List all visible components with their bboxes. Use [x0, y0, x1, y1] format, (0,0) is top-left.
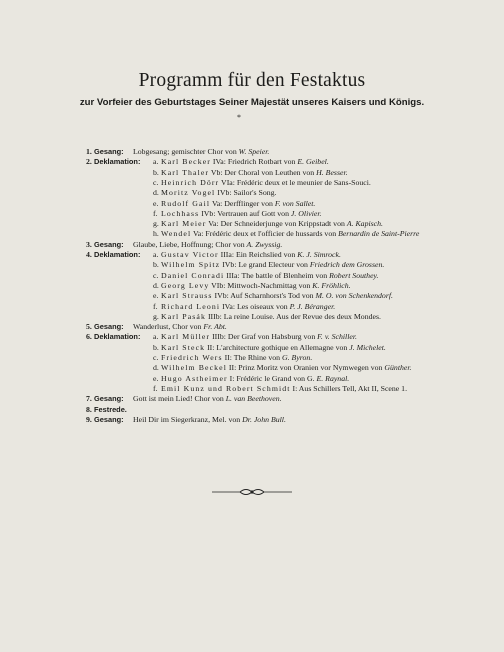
piece-title: IIIa: Ein Reichslied von — [218, 250, 298, 259]
program-item — [0, 157, 504, 167]
program-subitem — [0, 199, 504, 209]
piece-title: IVa: Les oiseaux von — [220, 301, 290, 311]
program-item — [0, 415, 504, 425]
subitem-text — [161, 260, 384, 270]
piece-title: Va: Der Schneiderjunge von Krippstadt von — [206, 219, 347, 229]
subitem-text — [161, 157, 329, 167]
item-number: 5. — [86, 322, 92, 332]
program-subitem — [0, 271, 504, 281]
program-subitem — [0, 384, 504, 394]
subitem-letter: f. — [153, 383, 158, 393]
subitem-letter: a. — [153, 332, 159, 342]
subitem-text — [161, 384, 407, 394]
author-name: J. Michelet. — [349, 342, 386, 352]
subitem-text — [161, 229, 419, 239]
subitem-letter: b. — [153, 342, 159, 352]
performer-name: Rudolf Gail — [161, 198, 211, 208]
author-name: Dr. John Bull. — [242, 414, 286, 424]
subitem-text — [161, 250, 341, 260]
program-subitem — [0, 219, 504, 229]
item-number: 4. — [86, 250, 92, 259]
subitem-text — [161, 302, 335, 312]
program-subitem — [0, 209, 504, 219]
piece-title: Heil Dir im Siegerkranz, Mel. von — [133, 414, 243, 424]
program-item — [0, 240, 504, 250]
item-number: 6. — [86, 332, 92, 342]
item-label: Gesang: — [94, 414, 124, 424]
author-name: Robert Southey. — [329, 270, 379, 280]
author-name: E. Geibel. — [297, 157, 329, 167]
item-number: 8. — [86, 404, 92, 414]
performer-name: Karl Müller — [161, 332, 211, 342]
performer-name: Richard Leoni — [161, 301, 221, 311]
performer-name: Hugo Astheimer — [161, 373, 228, 383]
subitem-letter: a. — [153, 250, 159, 259]
author-name: F. v. Schiller. — [317, 332, 357, 342]
piece-title: IVb: Auf Scharnhorst's Tod von — [212, 291, 316, 301]
author-name: J. Olivier. — [290, 208, 322, 218]
subitem-letter: g. — [153, 311, 159, 321]
author-name: L. van Beethoven. — [225, 394, 282, 404]
author-name: G. Byron. — [282, 353, 313, 362]
item-number: 3. — [86, 239, 92, 249]
subitem-text — [161, 219, 383, 229]
subitem-text — [161, 353, 312, 363]
program-subitem — [0, 312, 504, 322]
page-title: Programm für den Festaktus — [138, 70, 366, 91]
piece-title: II: L'architecture gothique en Allemagne von — [205, 342, 350, 352]
performer-name: Wendel — [161, 229, 192, 239]
item-label: Gesang: — [94, 322, 124, 332]
item-number: 2. — [86, 157, 92, 167]
item-number: 1. — [86, 147, 92, 156]
piece-title: I: Aus Schillers Tell, Akt II, Scene 1. — [290, 383, 408, 393]
author-name: A. Kapisch. — [346, 219, 383, 229]
piece-title: Va: Frédéric deux et l'officier de hussards von — [191, 229, 339, 239]
program-item — [0, 250, 504, 260]
program-subitem — [0, 291, 504, 301]
author-name: E. Raynal. — [316, 373, 350, 383]
piece-title: Lobgesang; gemischter Chor von — [133, 147, 239, 156]
author-name: W. Speier. — [238, 147, 270, 156]
piece-title: Gott ist mein Lied! Chor von — [133, 394, 226, 404]
piece-title: Vb: Der Choral von Leuthen von — [209, 167, 317, 177]
program-subitem — [0, 302, 504, 312]
author-name: P. J. Béranger. — [289, 301, 336, 311]
program-subitem — [0, 363, 504, 373]
piece-title: IIIa: The battle of Blenheim von — [224, 270, 330, 280]
subitem-letter: g. — [153, 219, 159, 229]
subitem-text — [161, 271, 379, 281]
ornament-star: * — [237, 113, 241, 122]
performer-name: Lochhass — [161, 208, 200, 218]
program-subitem — [0, 343, 504, 353]
piece-title: II: The Rhine von — [222, 353, 283, 362]
subitem-letter: b. — [153, 260, 159, 270]
performer-name: Karl Strauss — [161, 291, 213, 301]
subitem-letter: a. — [153, 157, 159, 167]
subitem-letter: d. — [153, 188, 159, 198]
program-item — [0, 332, 504, 342]
subitem-letter: b. — [153, 167, 159, 177]
performer-name: Daniel Conradi — [161, 270, 225, 280]
subitem-text — [161, 332, 357, 342]
piece-title: IVb: Le grand Electeur von — [220, 260, 310, 270]
performer-name: Heinrich Dörr — [161, 177, 220, 187]
performer-name: Karl Thaler — [161, 167, 210, 177]
author-name: A. Zwyssig. — [246, 239, 283, 249]
program-subitem — [0, 178, 504, 188]
item-text — [133, 240, 282, 250]
piece-title: Wanderlust, Chor von — [133, 322, 204, 332]
program-subitem — [0, 353, 504, 363]
program-subitem — [0, 168, 504, 178]
performer-name: Wilhelm Beckel — [161, 363, 227, 373]
item-label: Deklamation: — [94, 157, 141, 167]
author-name: F. von Sallet. — [274, 198, 316, 208]
author-name: Günther. — [384, 363, 412, 373]
program-subitem — [0, 260, 504, 270]
subitem-letter: e. — [153, 373, 159, 383]
piece-title: IVa: Friedrich Rotbart von — [210, 157, 298, 167]
subitem-letter: c. — [153, 177, 159, 187]
program-item — [0, 147, 504, 157]
piece-title: Glaube, Liebe, Hoffnung; Chor von — [133, 239, 247, 249]
subitem-text — [161, 199, 315, 209]
item-text — [133, 415, 286, 425]
subitem-letter: h. — [153, 229, 159, 239]
subitem-letter: f. — [153, 208, 158, 218]
program-subitem — [0, 188, 504, 198]
author-name: Bernardin de Saint-Pierre — [338, 229, 420, 239]
performer-name: Emil Kunz und Robert Schmidt — [161, 383, 291, 393]
item-label: Gesang: — [94, 147, 124, 156]
program-subitem — [0, 281, 504, 291]
author-name: K. J. Simrock. — [297, 250, 341, 259]
piece-title: VIb: Mittwoch-Nachmittag von — [209, 280, 313, 290]
performer-name: Georg Levy — [161, 280, 210, 290]
piece-title: IIIb: Der Graf von Habsburg von — [210, 332, 318, 342]
piece-title: IVb: Sailor's Song. — [215, 188, 277, 198]
item-text — [133, 322, 227, 332]
subitem-letter: c. — [153, 353, 159, 362]
program-item — [0, 394, 504, 404]
author-name: Fr. Abt. — [203, 322, 227, 332]
performer-name: Karl Steck — [161, 342, 206, 352]
program-subitem — [0, 374, 504, 384]
item-label: Deklamation: — [94, 332, 141, 342]
performer-name: Wilhelm Spitz — [161, 260, 221, 270]
item-text — [133, 394, 282, 404]
page-subtitle: zur Vorfeier des Geburtstages Seiner Majestät unseres Kaisers und Königs. — [79, 97, 425, 108]
subitem-letter: e. — [153, 291, 159, 301]
piece-title: II: Prinz Moritz von Oranien vor Nymwegen von — [226, 363, 385, 373]
performer-name: Moritz Vogel — [161, 188, 216, 198]
piece-title: IIIb: La reine Louise. Aus der Revue des deux Mondes. — [206, 311, 381, 321]
item-text — [133, 147, 269, 157]
subitem-text — [161, 312, 381, 322]
subitem-text — [161, 168, 348, 178]
author-name: H. Besser. — [316, 167, 348, 177]
subitem-text — [161, 291, 393, 301]
subitem-text — [161, 281, 351, 291]
piece-title: VIa: Frédéric deux et le meunier de Sans-Souci. — [219, 177, 371, 187]
subitem-text — [161, 178, 371, 188]
performer-name: Karl Becker — [161, 157, 211, 167]
subitem-letter: f. — [153, 301, 158, 311]
author-name: Friedrich dem Grossen. — [309, 260, 385, 270]
program-item — [0, 405, 504, 415]
performer-name: Friedrich Wers — [161, 353, 223, 362]
piece-title: Va: Derfflinger von — [210, 198, 275, 208]
author-name: K. Fröhlich. — [312, 280, 351, 290]
program-subitem — [0, 229, 504, 239]
closing-ornament — [212, 484, 292, 494]
subitem-text — [161, 374, 349, 384]
performer-name: Gustav Victor — [161, 250, 219, 259]
performer-name: Karl Pasák — [161, 311, 206, 321]
performer-name: Karl Meier — [161, 219, 207, 229]
subitem-text — [161, 343, 386, 353]
subitem-text — [161, 209, 321, 219]
item-label: Gesang: — [94, 239, 124, 249]
subitem-text — [161, 363, 411, 373]
item-number: 9. — [86, 414, 92, 424]
item-label: Deklamation: — [94, 250, 141, 259]
subitem-letter: c. — [153, 270, 159, 280]
program-item — [0, 322, 504, 332]
item-number: 7. — [86, 394, 92, 404]
subitem-text — [161, 188, 276, 198]
subitem-letter: d. — [153, 363, 159, 373]
subitem-letter: d. — [153, 280, 159, 290]
author-name: M. O. von Schenkendorf. — [315, 291, 393, 301]
piece-title: I: Frédéric le Grand von G. — [227, 373, 317, 383]
subitem-letter: e. — [153, 198, 159, 208]
piece-title: IVb: Vertrauen auf Gott von — [199, 208, 291, 218]
item-label: Festrede. — [94, 404, 127, 414]
item-label: Gesang: — [94, 394, 124, 404]
